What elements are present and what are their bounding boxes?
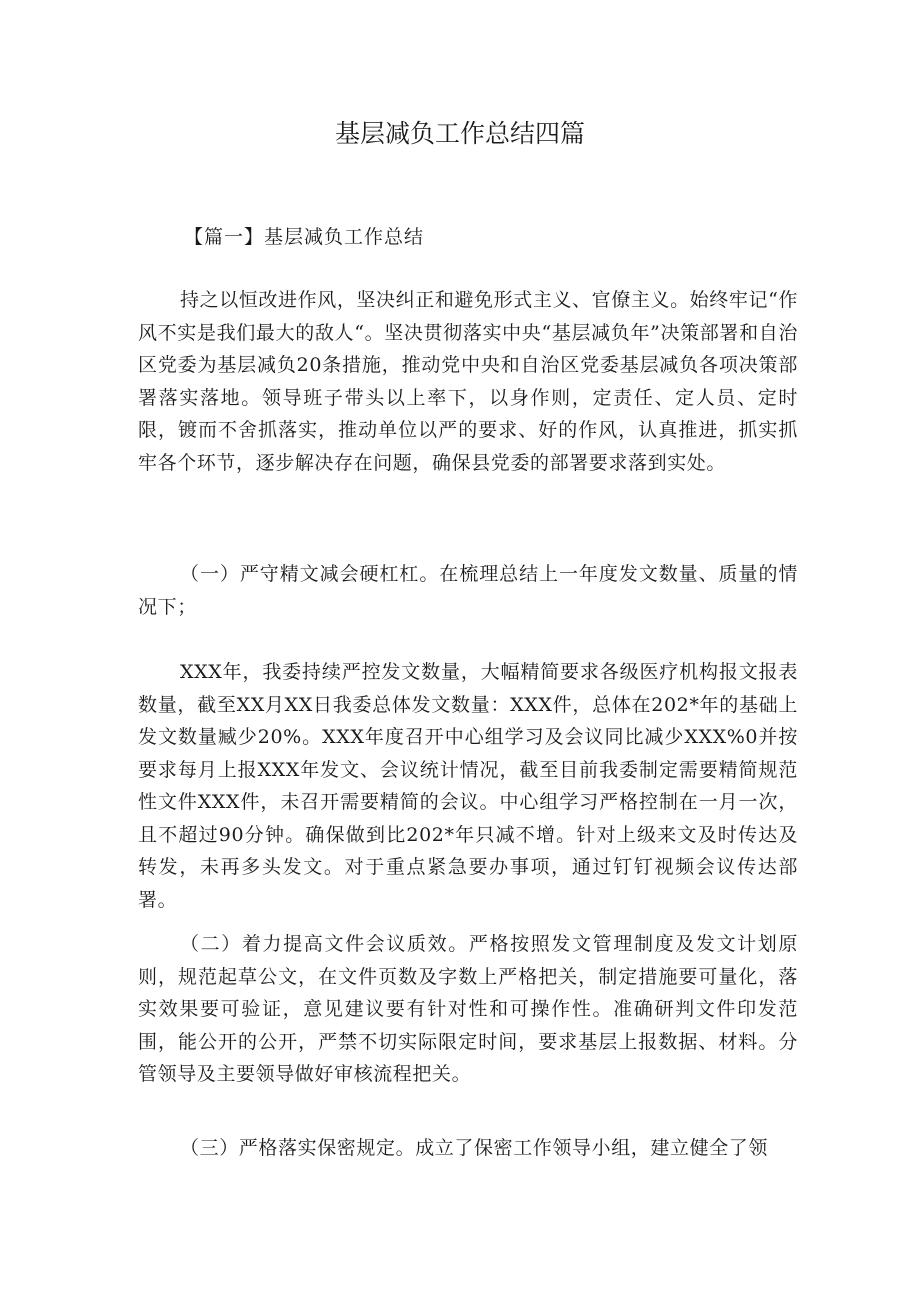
paragraph: XXX年，我委持续严控发文数量，大幅精简要求各级医疗机构报文报表数量，截至XX月XX日我委总体发文数量：XXX件，总体在202*年的基础上发文数量臧少20%。XXX年度召开中心组学习及会议同比减少XXX%0并按要求每月上报XXX年发文、会议统计情况，截至目前我委制定需要精简规范性文件XXX件，未召开需要精简的会议。中心组学习严格控制在一月一次，且不超过90分钟。确保做到比202*年只减不增。针对上级来文及时传达及转发，未再多头发文。对于重点紧急要办事项，通过钉钉视频会议传达部署。 [138, 661, 798, 911]
paragraph: （一）严守精文减会硬杠杠。在梳理总结上一年度发文数量、质量的情况下； [138, 563, 798, 618]
paragraph: （三）严格落实保密规定。成立了保密工作领导小组，建立健全了领 [180, 1137, 769, 1159]
paragraph: 持之以恒改进作风，坚决纠正和避免形式主义、官僚主义。始终牢记“作风不实是我们最大的敌人“。坚决贯彻落实中央“基层减负年”决策部署和自治区党委为基层减负20条措施，推动党中央和自治区党委基层减负各项决策部署落实落地。领导班子带头以上率下，以身作则，定责任、定人员、定时限，镀而不舍抓落实，推动单位以严的要求、好的作风，认真推进，抓实抓牢各个环节，逐步解决存在问题，确保县党委的部署要求落到实处。 [138, 289, 798, 474]
paragraph: （二）着力提高文件会议质效。严格按照发文管理制度及发文计划原则，规范起草公文，在文件页数及字数上严格把关，制定措施要可量化，落实效果要可验证，意见建议要有针对性和可操作性。准确研判文件印发范围，能公开的公开，严禁不切实际限定时间，要求基层上报数据、材料。分管领导及主要领导做好审核流程把关。 [138, 933, 798, 1085]
document-title: 基层减负工作总结四篇 [334, 119, 585, 148]
section-heading: 【篇一】基层减负工作总结 [184, 226, 425, 248]
